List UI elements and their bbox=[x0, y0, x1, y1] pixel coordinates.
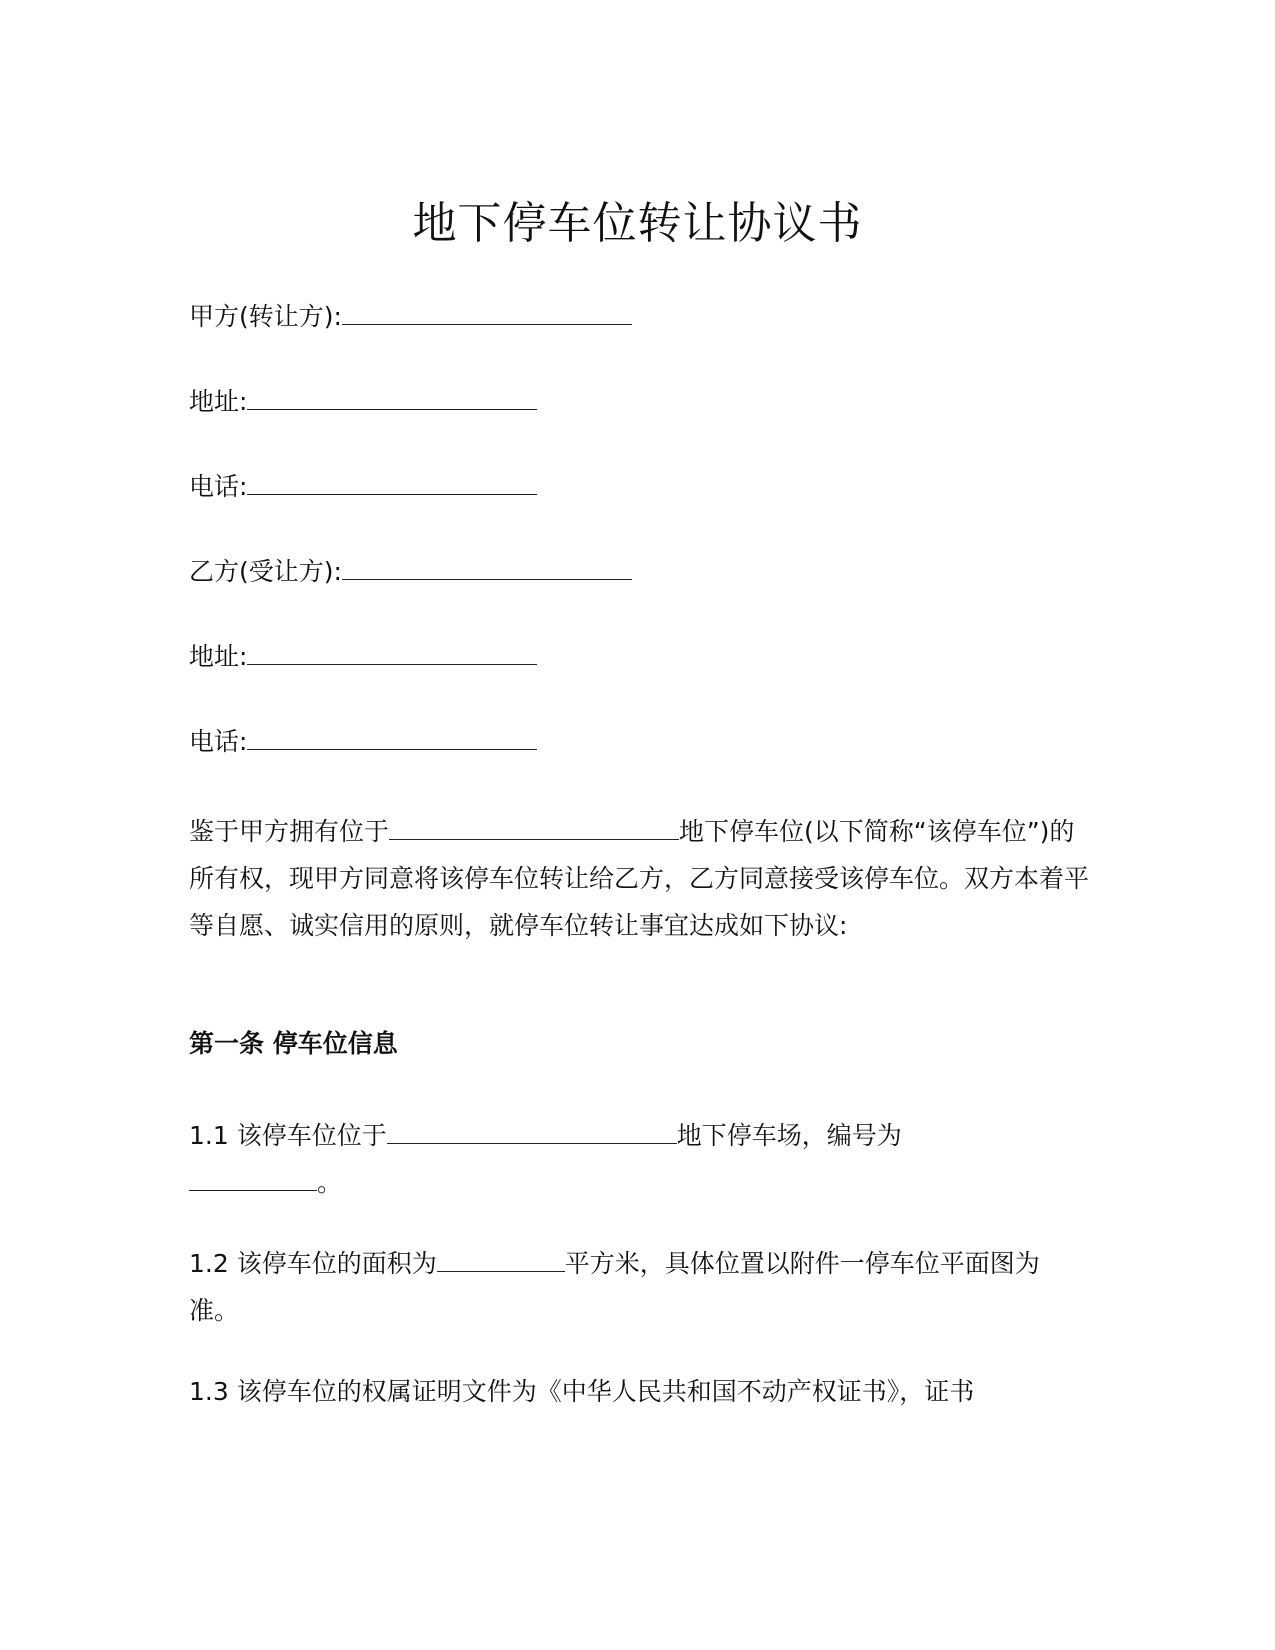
party-a-address-blank[interactable] bbox=[247, 383, 537, 410]
item-1-2-area-blank[interactable] bbox=[437, 1245, 565, 1272]
party-b-address-blank[interactable] bbox=[247, 638, 537, 665]
party-b-phone-blank[interactable] bbox=[247, 723, 537, 750]
preamble-part1: 鉴于甲方拥有位于 bbox=[189, 817, 390, 846]
item-1-3-text: 1.3 该停车位的权属证明文件为《中华人民共和国不动产权证书》，证书 bbox=[189, 1377, 975, 1406]
item-1-3 bbox=[189, 1368, 1089, 1415]
party-a-phone-blank[interactable] bbox=[247, 468, 537, 495]
document-title: 地下停车位转让协议书 bbox=[412, 198, 863, 249]
item-1-1-number-blank[interactable] bbox=[189, 1164, 317, 1191]
item-1-1-middle: 地下停车场，编号为 bbox=[676, 1121, 902, 1150]
party-b-label: 乙方(受让方): bbox=[189, 557, 342, 586]
preamble-location-blank[interactable] bbox=[389, 813, 679, 840]
item-1-2 bbox=[189, 1240, 1089, 1334]
party-a-line bbox=[189, 298, 632, 334]
party-a-phone-label: 电话: bbox=[189, 472, 248, 501]
party-b-blank[interactable] bbox=[342, 553, 632, 580]
item-1-2-suffix: 平方米，具体位置以附件一停车位平面图为准。 bbox=[189, 1249, 1040, 1325]
party-a-blank[interactable] bbox=[342, 298, 632, 325]
party-b-address-label: 地址: bbox=[189, 642, 248, 671]
party-b-phone-line bbox=[189, 723, 537, 759]
item-1-2-prefix: 1.2 该停车位的面积为 bbox=[189, 1249, 437, 1278]
item-1-1-location-blank[interactable] bbox=[387, 1117, 677, 1144]
party-b-phone-label: 电话: bbox=[189, 727, 248, 756]
party-a-address-line bbox=[189, 383, 537, 419]
item-1-1 bbox=[189, 1112, 1089, 1206]
preamble-part2: 地下停车位(以下简称“该停车位”)的所有权，现甲方同意将该停车位转让给乙方，乙方同意接受该停车位。双方本着平等自愿、诚实信用的原则，就停车位转让事宜达成如下协议: bbox=[189, 817, 1090, 940]
preamble-paragraph bbox=[189, 808, 1089, 949]
item-1-1-prefix: 1.1 该停车位位于 bbox=[189, 1121, 387, 1150]
article1-heading: 第一条 停车位信息 bbox=[189, 1029, 398, 1058]
party-b-address-line bbox=[189, 638, 537, 674]
party-a-label: 甲方(转让方): bbox=[189, 302, 342, 331]
party-a-address-label: 地址: bbox=[189, 387, 248, 416]
party-a-phone-line bbox=[189, 468, 537, 504]
party-b-line bbox=[189, 553, 632, 589]
item-1-1-suffix: 。 bbox=[317, 1168, 343, 1197]
